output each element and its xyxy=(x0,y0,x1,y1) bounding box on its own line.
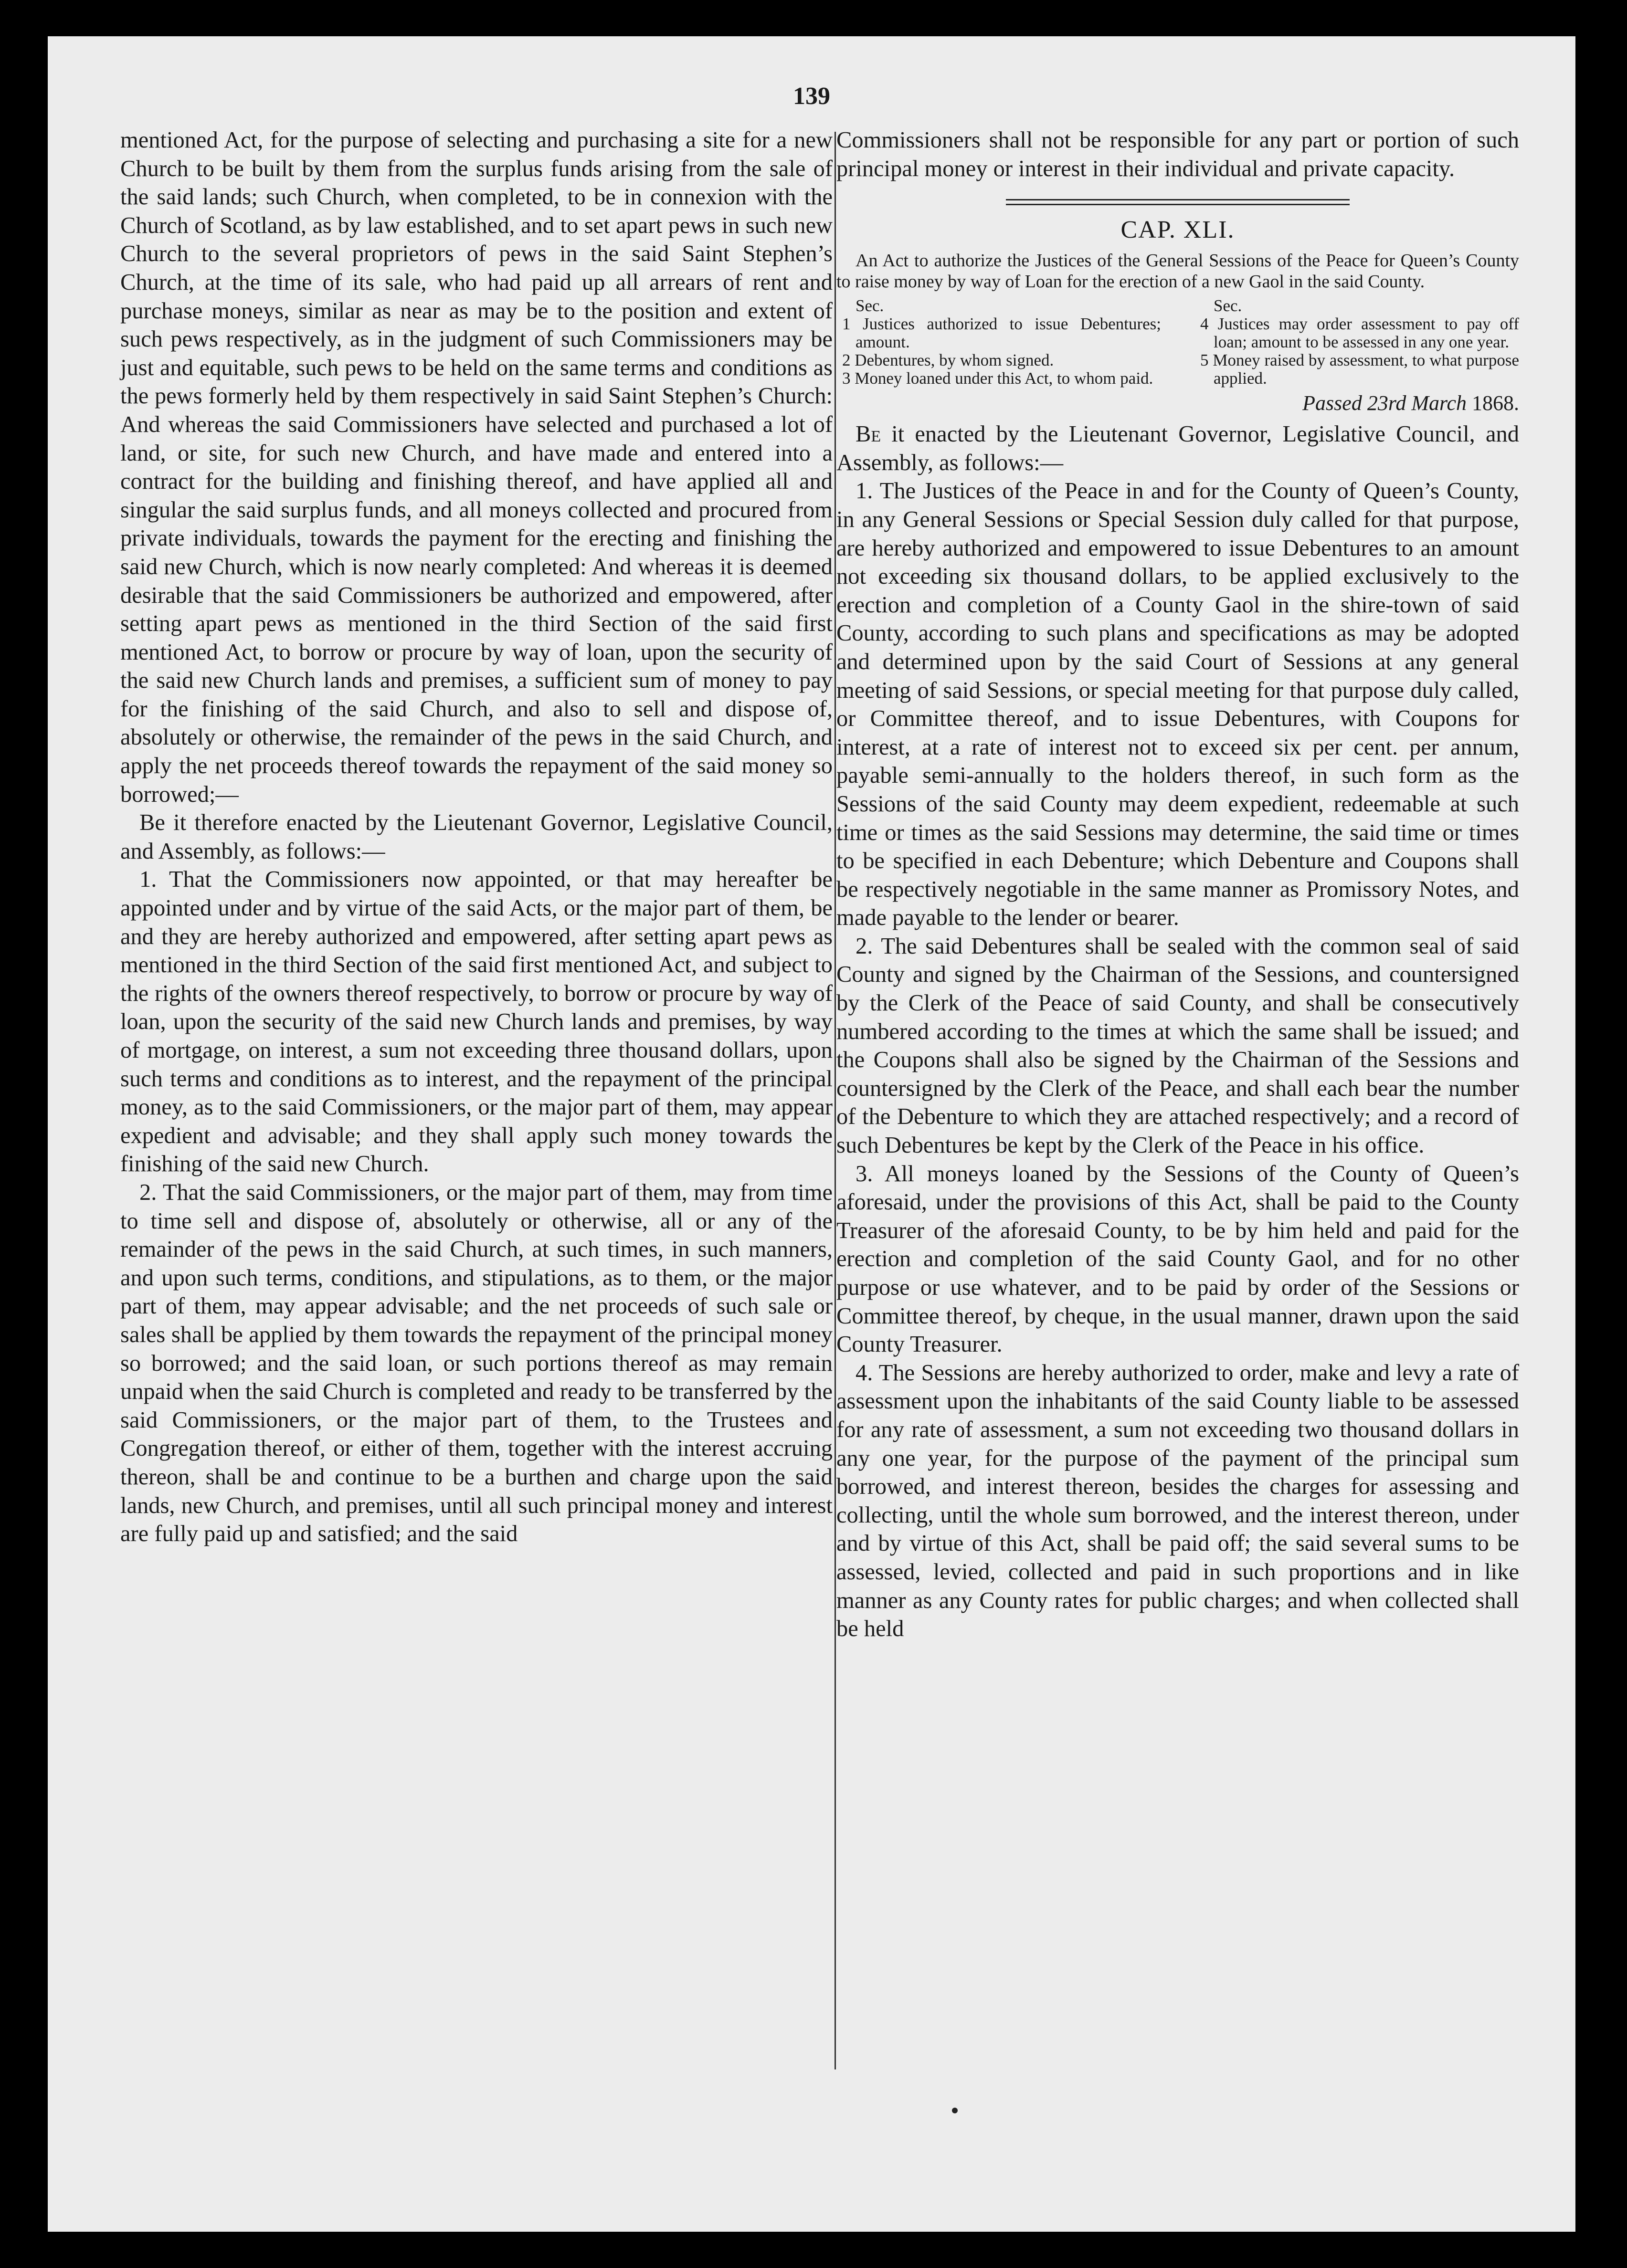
act-section-4: 4. The Sessions are hereby authorized to order, make and levy a rate of assessment upon the inhabitants of the said County liable to be assessed for any rate of assessment, a sum not exceeding two thousand dollars in any one year, for the purpose of the payment of the principal sum borrowed, and interest thereon, besides the charges for assessing and collecting, until the whole sum borrowed, and the interest thereon, under and by virtue of this Act, shall be paid off; the said several sums to be assessed, levied, collected and paid in such proportions and in like manner as any County rates for public charges; and when collected shall be held xyxy=(836,1360,1519,1642)
act-section-1: 1. The Justices of the Peace in and for the County of Queen’s County, in any General Sessions or Special Session duly called for that purpose, are hereby authorized and empowered to issue Debentures to an amount not exceeding six thousand dollars, to be applied exclusively to the erection and completion of a County Gaol in the shire-town of said County, according to such plans and specifications as may be adopted and determined upon by the said Court of Sessions at any general meeting of said Sessions, or special meeting for that purpose duly called, or Committee thereof, and to issue Debentures, with Coupons for interest, at a rate of interest not to exceed six per cent. per annum, payable semi-annually to the holders thereof, in such form as the Sessions of the said County may deem expedient, redeemable at such time or times as the said Sessions may determine, the said time or times to be specified in each Debenture; which Debenture and Coupons shall be respectively negotiable in the same manner as Promissory Notes, and made payable to the lender or bearer. xyxy=(836,478,1519,931)
act-section-3: 3. All moneys loaned by the Sessions of the County of Queen’s aforesaid, under the provisions of this Act, shall be paid to the County Treasurer of the aforesaid County, to be by him held and paid for the erection and completion of the said County Gaol, and for no other purpose or use whatever, and to be paid by order of the Sessions or Committee thereof, by cheque, in the usual manner, drawn upon the said County Treasurer. xyxy=(836,1161,1519,1357)
enacting-clause xyxy=(836,420,1519,477)
section-summary-right xyxy=(1194,297,1519,388)
enacting-lead: Be xyxy=(856,421,881,447)
passed-date xyxy=(836,390,1519,416)
section-summary-item: 3 Money loaned under this Act, to whom paid. xyxy=(842,369,1153,388)
ink-dot-mark xyxy=(952,2108,958,2113)
left-paragraph-enacting: Be it therefore enacted by the Lieutenant Governor, Legislative Council, and Assembly, as follows:— xyxy=(120,810,833,864)
right-column xyxy=(836,126,1519,1643)
enacting-rest: it enacted by the Lieutenant Governor, Legislative Council, and Assembly, as follows:— xyxy=(836,421,1519,475)
section-summary xyxy=(836,297,1519,388)
act-title: An Act to authorize the Justices of the General Sessions of the Peace for Queen’s County to raise money by way of Loan for the erection of a new Gaol in the said County. xyxy=(836,251,1519,292)
page-number: 139 xyxy=(793,83,830,110)
left-column xyxy=(120,126,833,1548)
left-paragraph-section-2: 2. That the said Commissioners, or the major part of them, may from time to time sell and dispose of, absolutely or otherwise, all or any of the remainder of the pews in the said Church, at such times, in such manners, and upon such terms, conditions, and stipulations, as to them, or the major part of them, may appear advisable; and the net proceeds of such sale or sales shall be applied by them towards the repayment of the principal money so borrowed; and the said loan, or such portions thereof as may remain unpaid when the said Church is completed and ready to be transferred by the said Commissioners, or the major part of them, to the Trustees and Congregation thereof, or either of them, together with the interest accruing thereon, shall be and continue to be a burthen and charge upon the said lands, new Church, and premises, until all such principal money and interest are fully paid up and satisfied; and the said xyxy=(120,1179,833,1547)
section-summary-item: 1 Justices authorized to issue Debentures; amount. xyxy=(842,315,1161,352)
section-summary-item: 4 Justices may order assessment to pay off loan; amount to be assessed in any one year. xyxy=(1200,315,1519,352)
section-summary-item: 5 Money raised by assessment, to what purpose applied. xyxy=(1200,351,1519,388)
double-rule-divider xyxy=(1006,199,1350,205)
section-summary-item: 2 Debentures, by whom signed. xyxy=(842,351,1054,370)
sec-label: Sec. xyxy=(856,296,884,315)
sec-label: Sec. xyxy=(1214,296,1242,315)
right-paragraph-continuation: Commissioners shall not be responsible for any part or portion of such principal money or interest in their individual and private capacity. xyxy=(836,127,1519,181)
passed-year: 1868. xyxy=(1472,391,1519,415)
act-section-2: 2. The said Debentures shall be sealed with the common seal of said County and signed by the Chairman of the Sessions, and countersigned by the Clerk of the Peace of said County, and shall be consecutively numbered according to the times at which the same shall be issued; and the Coupons shall also be signed by the Chairman of the Sessions and countersigned by the Clerk of the Peace, and shall each bear the number of the Debenture to which they are attached respectively; and a record of such Debentures be kept by the Clerk of the Peace in his office. xyxy=(836,933,1519,1158)
left-paragraph-preamble: mentioned Act, for the purpose of selecting and purchasing a site for a new Church to be built by them from the surplus funds arising from the sale of the said lands; such Church, when completed, to be in connexion with the Church of Scotland, as by law established, and to set apart pews in such new Church to the several proprietors of pews in the said Saint Stephen’s Church, at the time of its sale, who had paid up all arrears of rent and purchase moneys, similar as near as may be to the position and extent of such pews respectively, as in the judgment of such Commissioners may be just and equitable, such pews to be held on the same terms and conditions as the pews formerly held by them respectively in said Saint Stephen’s Church: And whereas the said Commissioners have selected and purchased a lot of land, or site, for such new Church, and have made and entered into a contract for the building and finishing thereof, and have applied all and singular the said surplus funds, and all moneys collected and procured from private individuals, towards the payment for the erecting and finishing the said new Church, which is now nearly completed: And whereas it is deemed desirable that the said Commissioners be authorized and empowered, after setting apart pews as mentioned in the third Section of the said first mentioned Act, to borrow or procure by way of loan, upon the security of the said new Church lands and premises, a sufficient sum of money to pay for the finishing of the said Church, and also to sell and dispose of, absolutely or otherwise, the remainder of the pews in the said Church, and apply the net proceeds thereof towards the repayment of the said money so borrowed;— xyxy=(120,127,833,807)
chapter-heading: CAP. XLI. xyxy=(1120,216,1235,244)
left-paragraph-section-1: 1. That the Commissioners now appointed, or that may hereafter be appointed under and by virtue of the said Acts, or the major part of them, be and they are hereby authorized and empowered, after setting apart pews as mentioned in the third Section of the said first mentioned Act, and subject to the rights of the owners thereof respectively, to borrow or procure by way of loan, upon the security of the said new Church lands and premises, by way of mortgage, on interest, a sum not exceeding three thousand dollars, upon such terms and conditions as to interest, and the repayment of the principal money, as to the said Commissioners, or the major part of them, may appear expedient and advisable; and they shall apply such money towards the finishing of the said new Church. xyxy=(120,867,833,1177)
section-summary-left xyxy=(836,297,1161,388)
column-divider xyxy=(835,132,836,2069)
document-page xyxy=(48,36,1575,2232)
passed-label: Passed 23rd March xyxy=(1302,391,1467,415)
